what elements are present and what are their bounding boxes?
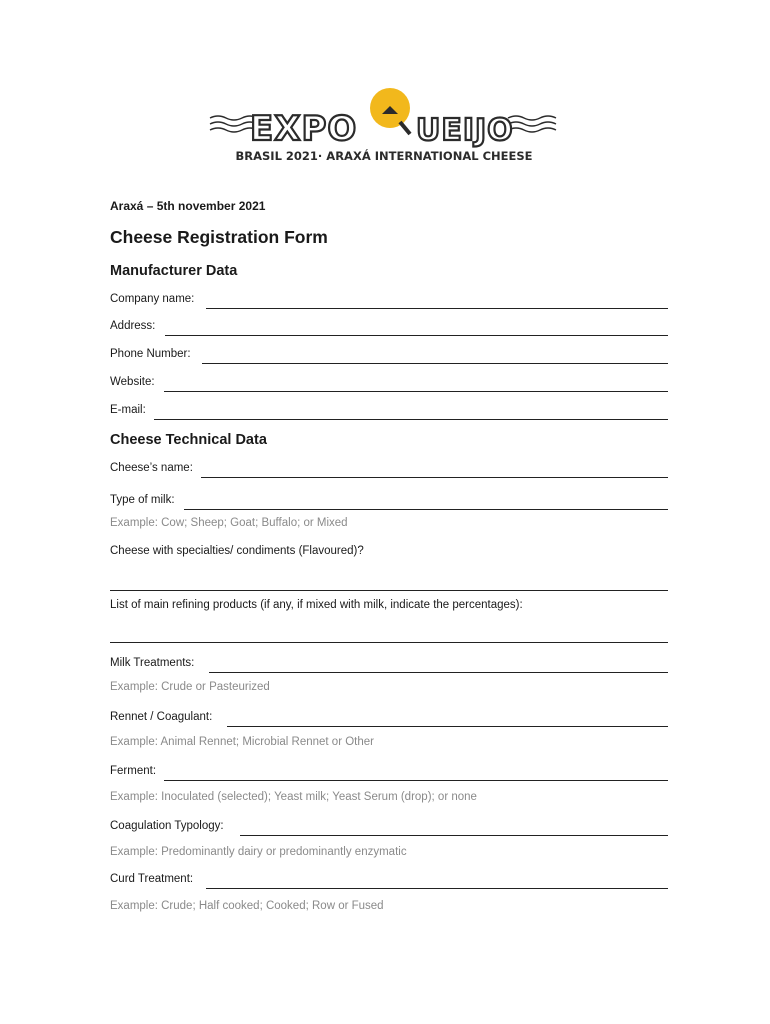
ferment-field[interactable]	[110, 765, 668, 781]
email-label: E-mail:	[110, 404, 146, 416]
cheese-name-field[interactable]	[110, 462, 668, 478]
curd-treatment-line[interactable]	[206, 888, 668, 889]
company-name-line[interactable]	[206, 308, 668, 309]
phone-field[interactable]	[110, 348, 668, 364]
refining-answer-line[interactable]	[110, 642, 668, 643]
milk-treatments-field[interactable]	[110, 657, 668, 673]
email-field[interactable]	[110, 404, 668, 420]
address-line[interactable]	[165, 335, 668, 336]
specialties-question: Cheese with specialties/ condiments (Flavoured)?	[110, 545, 364, 557]
logo-word-queijo: UEIJO	[416, 113, 514, 148]
company-name-field[interactable]	[110, 293, 668, 309]
cheese-name-line[interactable]	[201, 477, 668, 478]
email-line[interactable]	[154, 419, 668, 420]
coagulation-example: Example: Predominantly dairy or predominantly enzymatic	[110, 846, 407, 858]
phone-label: Phone Number:	[110, 348, 191, 360]
manufacturer-heading: Manufacturer Data	[110, 263, 238, 279]
technical-heading: Cheese Technical Data	[110, 432, 267, 448]
milk-type-label: Type of milk:	[110, 494, 175, 506]
expoqueijo-logo	[206, 84, 562, 164]
coagulation-line[interactable]	[240, 835, 668, 836]
coagulation-label: Coagulation Typology:	[110, 820, 224, 832]
website-line[interactable]	[164, 391, 668, 392]
milk-treatments-example: Example: Crude or Pasteurized	[110, 681, 270, 693]
company-name-label: Company name:	[110, 293, 195, 305]
rennet-line[interactable]	[227, 726, 668, 727]
logo-subtitle: BRASIL 2021· ARAXÁ INTERNATIONAL CHEESE	[235, 149, 533, 163]
rennet-label: Rennet / Coagulant:	[110, 711, 213, 723]
rennet-example: Example: Animal Rennet; Microbial Rennet or Other	[110, 736, 374, 748]
milk-treatments-label: Milk Treatments:	[110, 657, 195, 669]
address-label: Address:	[110, 320, 156, 332]
curd-treatment-label: Curd Treatment:	[110, 873, 194, 885]
milk-type-example: Example: Cow; Sheep; Goat; Buffalo; or Mixed	[110, 517, 348, 529]
form-title: Cheese Registration Form	[110, 227, 328, 247]
logo-word-expo: EXPO	[250, 109, 358, 149]
website-field[interactable]	[110, 376, 668, 392]
ferment-example: Example: Inoculated (selected); Yeast milk; Yeast Serum (drop); or none	[110, 791, 477, 803]
milk-type-field[interactable]	[110, 494, 668, 510]
curd-treatment-field[interactable]	[110, 873, 668, 889]
ferment-label: Ferment:	[110, 765, 157, 777]
coagulation-field[interactable]	[110, 820, 668, 836]
curd-treatment-example: Example: Crude; Half cooked; Cooked; Row or Fused	[110, 900, 384, 912]
address-field[interactable]	[110, 320, 668, 336]
rennet-field[interactable]	[110, 711, 668, 727]
website-label: Website:	[110, 376, 155, 388]
milk-treatments-line[interactable]	[209, 672, 668, 673]
milk-type-line[interactable]	[184, 509, 668, 510]
specialties-answer-line[interactable]	[110, 590, 668, 591]
phone-line[interactable]	[202, 363, 668, 364]
ferment-line[interactable]	[164, 780, 668, 781]
refining-question: List of main refining products (if any, if mixed with milk, indicate the percentages):	[110, 599, 523, 611]
cheese-name-label: Cheese’s name:	[110, 462, 193, 474]
event-date: Araxá – 5th november 2021	[110, 199, 266, 213]
